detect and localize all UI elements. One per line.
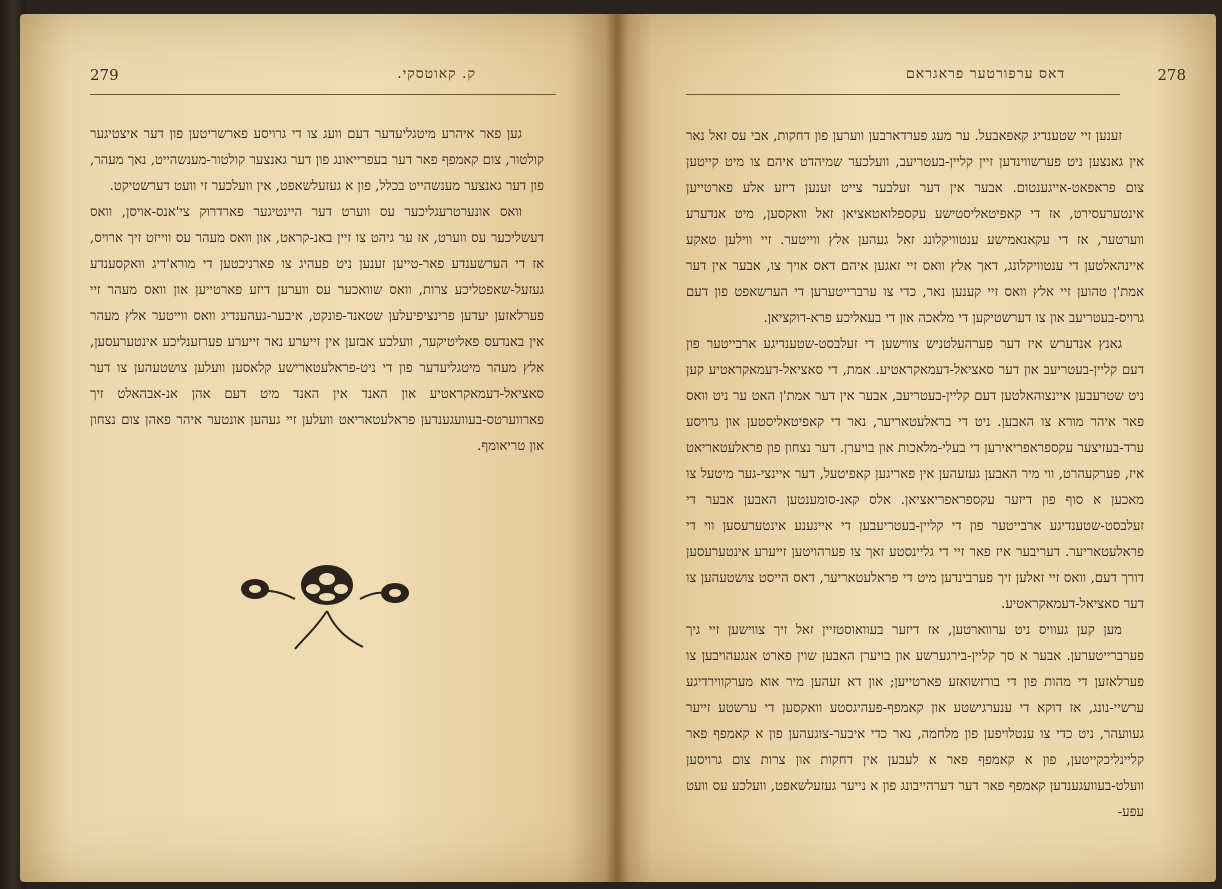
- left-page-header: [90, 66, 556, 94]
- left-page-number: 279: [90, 66, 119, 84]
- left-paragraph: גען פאר איהרע מיטגליעדער דעם וועג צו די גרויסע פארשריטען פון דער איצטיגער קולטור, צום קאמפף פאר דער בעפרייאונג פון דער גאנצער קולטור-מענשהייט, נאך מעהר, פון דער גאנצער מענשהייט בכלל, פון א געזעלשאפט, אין וועלכער זי וועט דערשטיקט.: [90, 127, 544, 194]
- right-page-header: [686, 66, 1186, 94]
- right-page: [616, 14, 1216, 882]
- right-paragraph: גאנץ אנדערש איז דער פערהעלטניש צווישען די זעלבסט-שטענדיגע ארבייטער פון דעם קליין-בעטריעב און דער סאציאל-דעמאקראטיע. אמת, די סאציאל-דעמאקראטיע קען ניט שטרעבען איינצוהאלטען דעם קליין-בעטריעב, אבער אין דער אמת'ן האט ער ניט וואס פאר איהר מורא צו האבען. ניט די בראלעטאריער, נאר די קאפיטאליסטען און גרויסע ערד-בעזיצער עקספראפריאירען די בעלי-מלאכות און בויערן. דער נצחון פון פראלעטאריאט איז, פערקעהרט, ווי מיר האבען געזעהען אין פאריגען קאפיטעל, דער איינצי-גער מיטעל צו מאכען א סוף פון דיזער עקספראפריאציאן. אלס קאנ-סומענטען האבען אבער די זעלבסט-שטענדיגע ארבייטער פון די קליין-בעטריעבען די איינענע אינטערעסען ווי די פראלעטאריער. דעריבער איז פאר זיי די גליינסטע זאך צו פערהויטען זייערע אינטערעסען דורך דעם, וואס זיי זאלען זיך פערבינדען מיט די פראלעטאריער, דאס הייסט צושטעהען צו דער סאציאל-דעמאקראטיע.: [686, 337, 1144, 612]
- left-running-head: ק. קאוטסקי.: [397, 66, 476, 82]
- right-paragraph: מען קען געוויס ניט ערווארטען, אז דיזער בעוואוסטזיין זאל זיך צווישען זיי גיך פערברייטערען. אבער א סך קליין-בירגערשע און בויערן האבען שוין פארט אנגעהויבען צו פערלאזען די מהות פון די בורזשואזע פארטייען; און דא זעהען מיר אוא מערקווירדיגע ערשיי-נונג, אז דוקא די ענערגישטע און קאמפף-פעהיגסטע וואקסען די ערשטע זייער געוועהר, ניט כדי צו ענטלויפען פון מלחמה, נאר כדי איבער-צוגעהען פון א קאמפף פאר קליינליכקייטען, פון א קאמפף פאר א לעבען אין דחקות און צרות צום גרויסען וועלט-בעוועגענדען קאמפף פאר דער דערהייבונג פון א נייער געזעלשאפט, וועלכע עס וועט עפע-: [686, 623, 1144, 820]
- left-page: [20, 14, 616, 882]
- book-gutter: [606, 14, 628, 882]
- floral-ornament-icon: [235, 559, 420, 654]
- left-header-rule: [90, 94, 556, 95]
- right-running-head: דאס ערפורטער פראגראם: [906, 66, 1066, 82]
- left-paragraph: וואס אונערטרעגליכער עס ווערט דער היינטיגער פארדרוק צי'אנס-אויסן, וואס דעשליכער עס ווערט, אז ער גיהט צו זיין באנ-קראט, און וואס מעהר עס ווייזט זיך ארויס, אז די הערשענדע פאר-טייען זענען ניט פעהיג צו פארניכטען די מורא'דיג וואקסענדע געזעל-שאפטליכע צרות, וואס שוואכער עס ווערען דיזע פארטייען און וואס מעהר זיי פערלאזען יעדען פרינציפיעלען שטאנד-פונקט, איבער-געהענדיג וואס ווייטער אלץ מעהר אין באנדעס פאליטיקער, וועלכע אבזען אין זייערע נאר זייערע פערזענליכע אינטערעסען, אלץ מעהר מיטגליעדער פון די ניט-פראלעטארישע קלאסען וועלען צושטעהען צו דער סאציאל-דעמאקראטיע און האנד אין האנד מיט דעם אהן אנ-אבהאלט זיך פארווערטס-בעוועגענדען פראלעטאריאט וועלען זיי געהען אונטער איהר פאהן צום נצחון און טריאומף.: [90, 205, 544, 454]
- right-body-text: [686, 124, 1144, 884]
- left-body-text: [90, 122, 544, 482]
- right-page-number: 278: [1157, 66, 1186, 84]
- right-header-rule: [686, 94, 1120, 95]
- right-paragraph: זענען זיי שטענדיג קאפאבעל. ער מעג פערדארבען ווערען פון דחקות, אבי עס זאל נאר אין גאנצען ניט פערשווינדען זיין קליין-בעטריעב, וועלכער שמיהדט איהם צו מיט קייטען צום פראפאט-אייגענטום. אבער אין דער זעלבער צייט זענען דיזע אלע פארטייען אינטערעסירט, אז די קאפיטאליסטישע עקספלואטאציאן זאל וואקסען, מיט אנדערע ווערטער, אז די עקאנאמישע ענטוויקלונג זאל געהען אלץ ווייטער. זיי ווילען טאקע איינהאלטען די ענטוויקלונג, דאך אלץ וואס זיי זאגען איהם דאס אויך צו, אבער אין דער אמת'ן טהוען זיי אלץ וואס זיי קענען נאר, כדי צו ערברייטערען די הערשאפט פון דעם גרויס-בעטריעב און צו דערשטיקען די מלאכה און די בעאליכע פרא-דוקציאן.: [686, 129, 1144, 326]
